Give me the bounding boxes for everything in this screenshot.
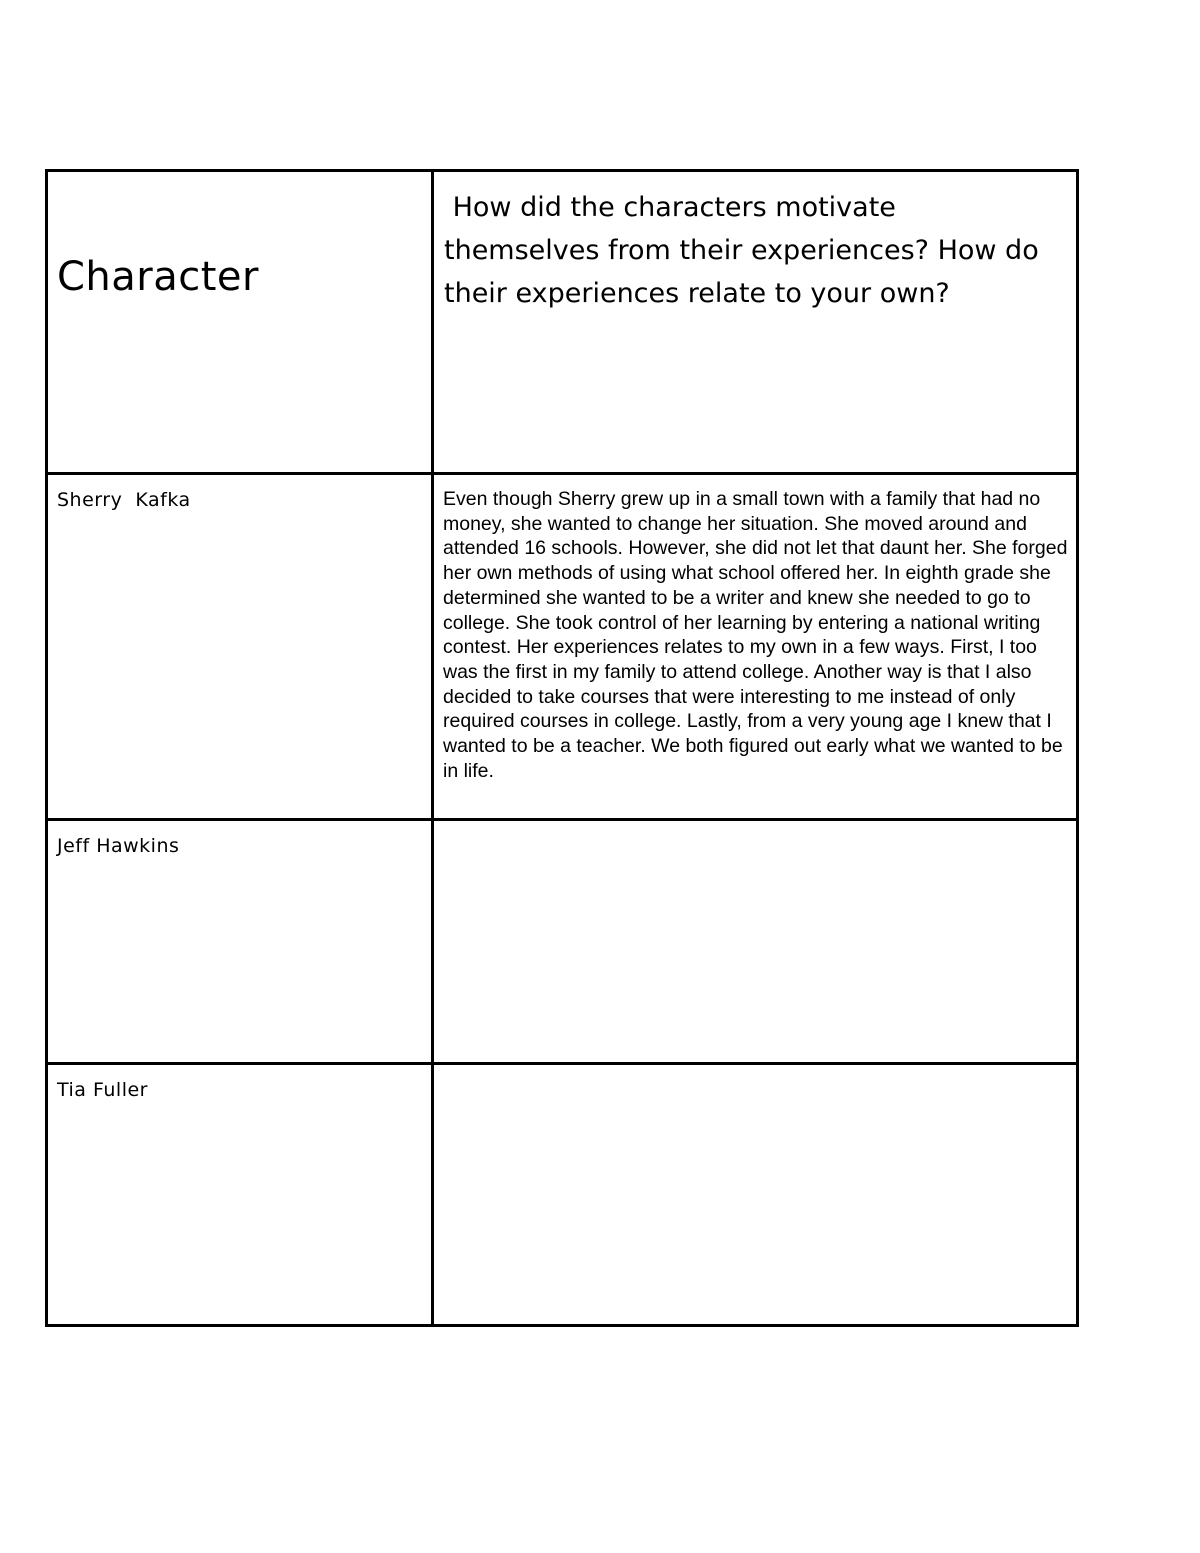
header-cell-question — [434, 172, 1076, 472]
character-name-cell — [48, 821, 434, 1065]
table-row — [48, 472, 1076, 821]
column-header-question: How did the characters motivate themselves from their experiences? How do their experiences relate to your own? — [444, 192, 1048, 309]
response-text: Even though Sherry grew up in a small town with a family that had no money, she wanted to change her situation. She moved around and attended 16 schools. However, she did not let that daunt her. She forged her own methods of using what school offered her. In eighth grade she determined she wanted to be a writer and knew she needed to go to college. She took control of her learning by entering a national writing contest. Her experiences relates to my own in a few ways. First, I too was the first in my family to attend college. Another way is that I also decided to take courses that were interesting to me instead of only required courses in college. Lastly, from a very young age I knew that I wanted to be a teacher. We both figured out early what we wanted to be in life. — [443, 488, 1068, 782]
character-name: Jeff Hawkins — [57, 835, 180, 857]
table-row — [48, 818, 1076, 1065]
character-table — [45, 169, 1079, 1327]
character-name: Tia Fuller — [57, 1079, 148, 1101]
table-row — [48, 1062, 1076, 1327]
response-cell[interactable] — [434, 1065, 1076, 1327]
header-cell-character — [48, 172, 434, 472]
response-cell[interactable] — [434, 821, 1076, 1065]
character-name-cell — [48, 475, 434, 821]
column-header-character: Character — [57, 254, 259, 300]
character-name: Sherry Kafka — [57, 489, 191, 511]
table-header-row — [48, 172, 1076, 472]
character-name-cell — [48, 1065, 434, 1327]
response-cell[interactable] — [434, 475, 1076, 821]
